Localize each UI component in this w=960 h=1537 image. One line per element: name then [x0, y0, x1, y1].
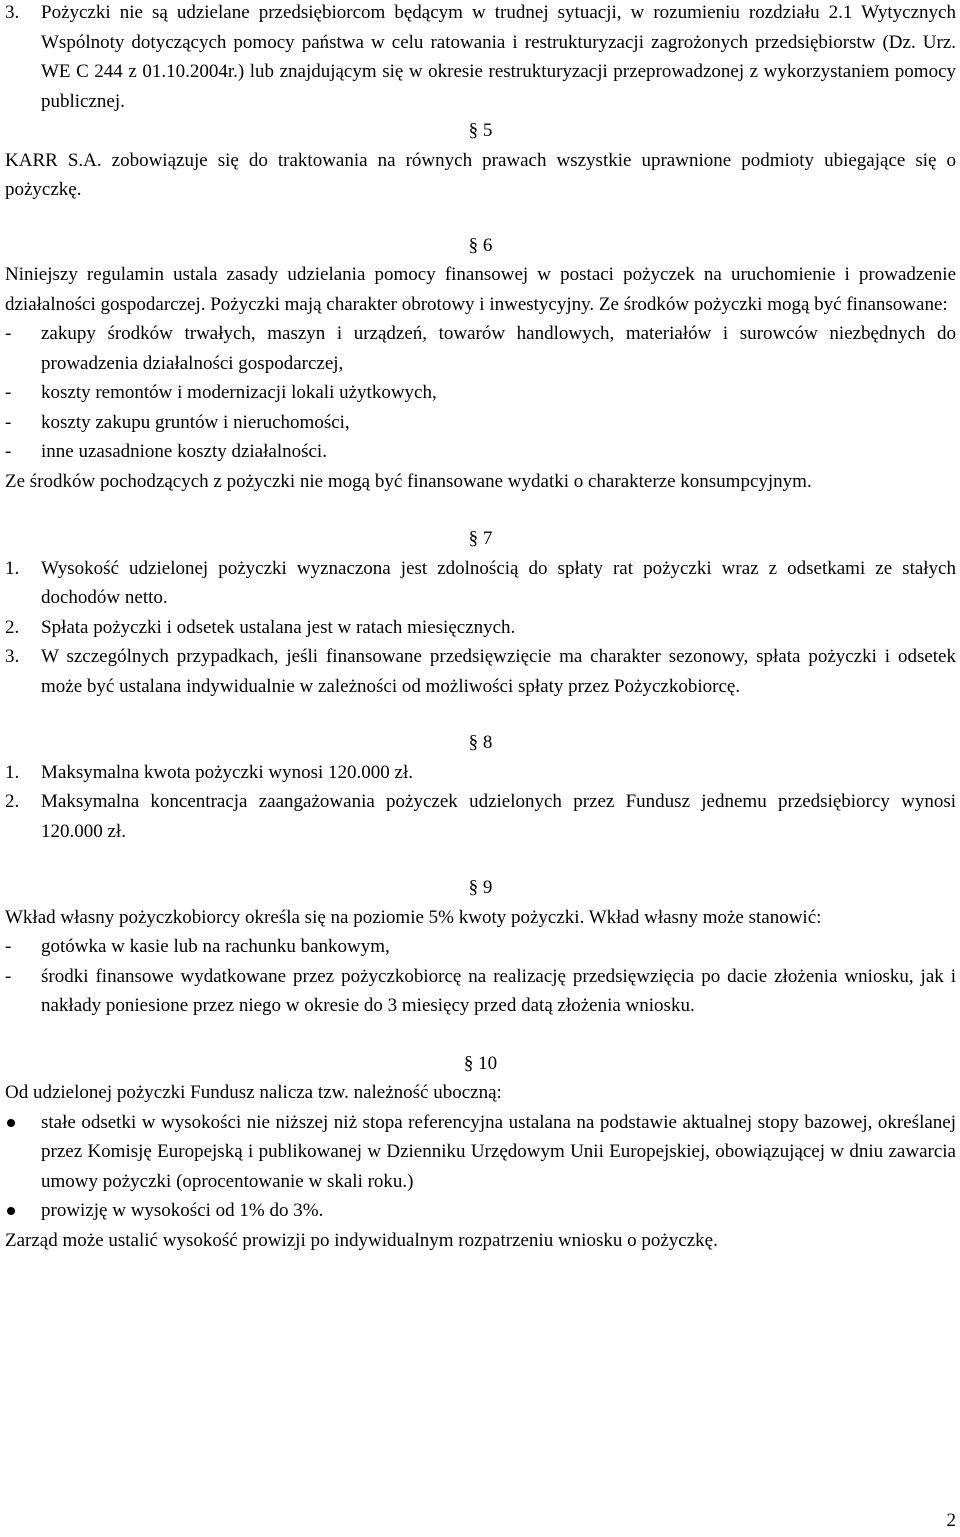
- list-item: [5, 787, 956, 846]
- list-item: [5, 378, 956, 408]
- list-number: 1.: [5, 761, 20, 783]
- section-9-list: [5, 932, 956, 1021]
- section-heading-6: [5, 231, 956, 261]
- list-item: [5, 319, 956, 378]
- section-6-outro: Ze środków pochodzących z pożyczki nie mogą być finansowane wydatki o charakterze konsumpcyjnym.: [5, 470, 812, 492]
- section-sign: §: [468, 877, 479, 898]
- section-number: 10: [478, 1052, 498, 1074]
- bullet-dot: [7, 1207, 15, 1215]
- bullet-dot: [7, 1119, 15, 1127]
- list-item: [5, 408, 956, 438]
- section-10-intro: Od udzielonej pożyczki Fundusz nalicza tzw. należność uboczną:: [5, 1082, 502, 1103]
- page-number: 2: [946, 1510, 956, 1531]
- list-item: [5, 932, 956, 962]
- document-page: [5, 0, 956, 1537]
- list-item: [5, 554, 956, 613]
- section-heading-10: [5, 1049, 956, 1079]
- list-text: koszty remontów i modernizacji lokali użytkowych,: [41, 382, 437, 403]
- section-heading-8: [5, 728, 956, 758]
- list-text: Pożyczki nie są udzielane przedsiębiorcom będącym w trudnej sytuacji, w rozumieniu rozdziału 2.1 Wytycznych Wspólnoty dotyczących pomocy państwa w celu ratowania i restrukturyzacji zagrożonych przedsiębiorstw (Dz. Urz. WE C 244 z 01.10.2004r.) lub znajdującym się w okresie restrukturyzacji przeprowadzonej z wykorzystaniem pomocy publicznej.: [41, 2, 956, 112]
- section-sign: §: [463, 1052, 474, 1074]
- list-item: [5, 0, 956, 116]
- list-number: 1.: [5, 557, 20, 579]
- list-text: koszty zakupu gruntów i nieruchomości,: [41, 411, 350, 433]
- section-5-text: KARR S.A. zobowiązuje się do traktowania na równych prawach wszystkie uprawnione podmioty ubiegające się o pożyczkę.: [5, 149, 956, 200]
- section-sign: §: [468, 120, 479, 141]
- dash-marker: -: [5, 323, 12, 344]
- dash-marker: -: [5, 382, 12, 403]
- dash-marker: -: [5, 411, 12, 433]
- list-number: 2.: [5, 616, 20, 638]
- section-number: 6: [482, 234, 493, 256]
- section-sign: §: [468, 234, 479, 256]
- list-text: zakupy środków trwałych, maszyn i urządzeń, towarów handlowych, materiałów i surowców niezbędnych do prowadzenia działalności gospodarczej,: [41, 323, 956, 374]
- section-10-bullets: [5, 1108, 956, 1226]
- list-text: Wysokość udzielonej pożyczki wyznaczona jest zdolnością do spłaty rat pożyczki wraz z odsetkami ze stałych dochodów netto.: [41, 557, 956, 608]
- section-heading-9: [5, 873, 956, 903]
- list-text: prowizję w wysokości od 1% do 3%.: [41, 1200, 324, 1221]
- list-text: stałe odsetki w wysokości nie niższej niż stopa referencyjna ustalana na podstawie aktualnej stopy bazowej, określanej przez Komisję Europejską i publikowanej w Dzienniku Urzędowym Unii Europejskiej, obowiązującej w dniu zawarcia umowy pożyczki (oprocentowanie w skali roku.): [41, 1111, 956, 1192]
- section-number: 5: [482, 120, 493, 141]
- list-item: [5, 1108, 956, 1197]
- dash-marker: -: [5, 936, 12, 957]
- section-6-list: [5, 319, 956, 467]
- list-item: [5, 437, 956, 467]
- section-7-list: [5, 554, 956, 702]
- dash-marker: -: [5, 441, 12, 462]
- dash-marker: -: [5, 965, 12, 987]
- section-heading-7: [5, 524, 956, 554]
- section-heading-5: [5, 116, 956, 146]
- list-item: [5, 1196, 956, 1226]
- list-item: [5, 962, 956, 1021]
- list-text: gotówka w kasie lub na rachunku bankowym,: [41, 936, 390, 957]
- section-6-intro: Niniejszy regulamin ustala zasady udzielania pomocy finansowej w postaci pożyczek na uruchomienie i prowadzenie działalności gospodarczej. Pożyczki mają charakter obrotowy i inwestycyjny. Ze środków pożyczki mogą być finansowane:: [5, 264, 956, 315]
- section-sign: §: [468, 528, 479, 549]
- section-sign: §: [468, 732, 479, 753]
- list-number: 2.: [5, 791, 20, 812]
- list-number: 3.: [5, 2, 20, 23]
- list-text: Maksymalna kwota pożyczki wynosi 120.000 zł.: [41, 761, 414, 783]
- section-number: 8: [482, 732, 493, 753]
- section-number: 9: [482, 877, 493, 898]
- list-item: [5, 758, 956, 788]
- section-number: 7: [482, 528, 493, 549]
- list-item: [5, 642, 956, 701]
- section-9-intro: Wkład własny pożyczkobiorcy określa się na poziomie 5% kwoty pożyczki. Wkład własny może stanowić:: [5, 906, 822, 928]
- top-list: [5, 0, 956, 116]
- list-text: środki finansowe wydatkowane przez pożyczkobiorcę na realizację przedsięwzięcia po dacie złożenia wniosku, jak i nakłady poniesione przez niego w okresie do 3 miesięcy przed datą złożenia wniosku.: [41, 965, 956, 1016]
- list-text: Spłata pożyczki i odsetek ustalana jest w ratach miesięcznych.: [41, 616, 516, 638]
- list-text: inne uzasadnione koszty działalności.: [41, 441, 327, 462]
- list-text: Maksymalna koncentracja zaangażowania pożyczek udzielonych przez Fundusz jednemu przedsiębiorcy wynosi 120.000 zł.: [41, 791, 956, 842]
- section-8-list: [5, 758, 956, 847]
- list-text: W szczególnych przypadkach, jeśli finansowane przedsięwzięcie ma charakter sezonowy, spłata pożyczki i odsetek może być ustalana indywidualnie w zależności od możliwości spłaty przez Pożyczkobiorcę.: [41, 646, 956, 697]
- list-item: [5, 613, 956, 643]
- section-10-outro: Zarząd może ustalić wysokość prowizji po indywidualnym rozpatrzeniu wniosku o pożyczkę.: [5, 1229, 718, 1251]
- list-number: 3.: [5, 646, 20, 667]
